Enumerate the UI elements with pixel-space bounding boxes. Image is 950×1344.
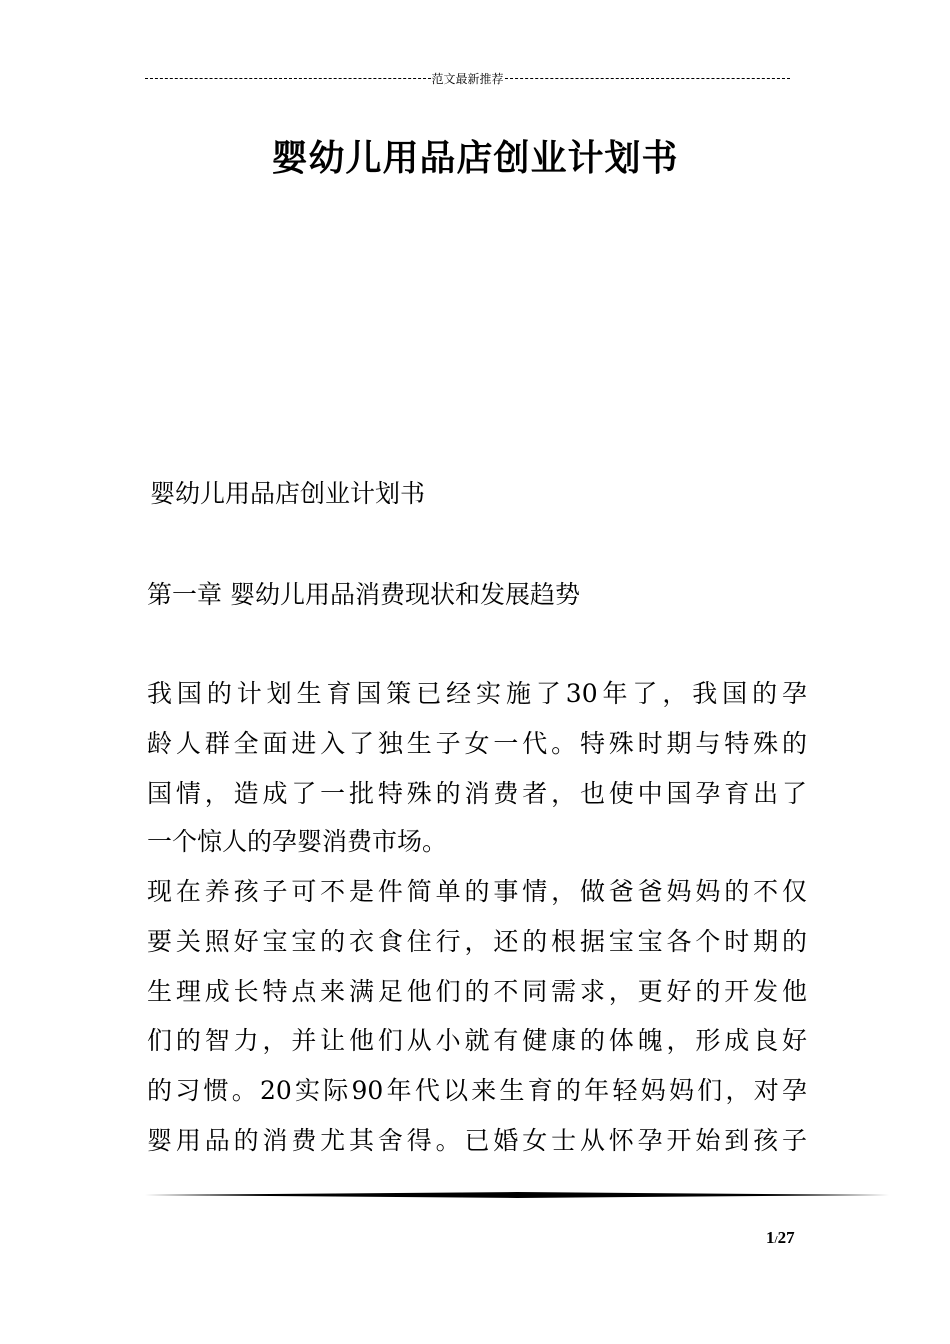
header-dashed-line [505, 78, 791, 79]
current-page: 1 [766, 1228, 775, 1247]
chapter-heading: 第一章 婴幼儿用品消费现状和发展趋势 [147, 580, 580, 609]
footer-rule [145, 1192, 889, 1198]
document-title: 婴幼儿用品店创业计划书 [271, 137, 679, 179]
body-line: 生理成长特点来满足他们的不同需求，更好的开发他 [147, 977, 807, 1006]
subtitle: 婴幼儿用品店创业计划书 [150, 479, 426, 508]
page-separator: / [774, 1234, 778, 1246]
body-line: 要关照好宝宝的衣食住行，还的根据宝宝各个时期的 [147, 927, 807, 956]
body-line: 婴用品的消费尤其舍得。已婚女士从怀孕开始到孩子 [147, 1126, 807, 1155]
page-header [145, 68, 790, 88]
header-label: 范文最新推荐 [431, 71, 504, 86]
page-number [766, 1228, 795, 1248]
body-line: 国情，造成了一批特殊的消费者，也使中国孕育出了 [147, 779, 807, 808]
body-line: 们的智力，并让他们从小就有健康的体魄，形成良好 [147, 1026, 807, 1055]
body-line: 我国的计划生育国策已经实施了30年了，我国的孕 [147, 679, 807, 708]
body-line: 现在养孩子可不是件简单的事情，做爸爸妈妈的不仅 [147, 877, 807, 906]
body-line: 一个惊人的孕婴消费市场。 [147, 827, 448, 856]
header-dashed-line [145, 78, 431, 79]
total-pages: 27 [777, 1228, 795, 1247]
body-line: 的习惯。20实际90年代以来生育的年轻妈妈们，对孕 [147, 1076, 807, 1105]
body-line: 龄人群全面进入了独生子女一代。特殊时期与特殊的 [147, 729, 807, 758]
